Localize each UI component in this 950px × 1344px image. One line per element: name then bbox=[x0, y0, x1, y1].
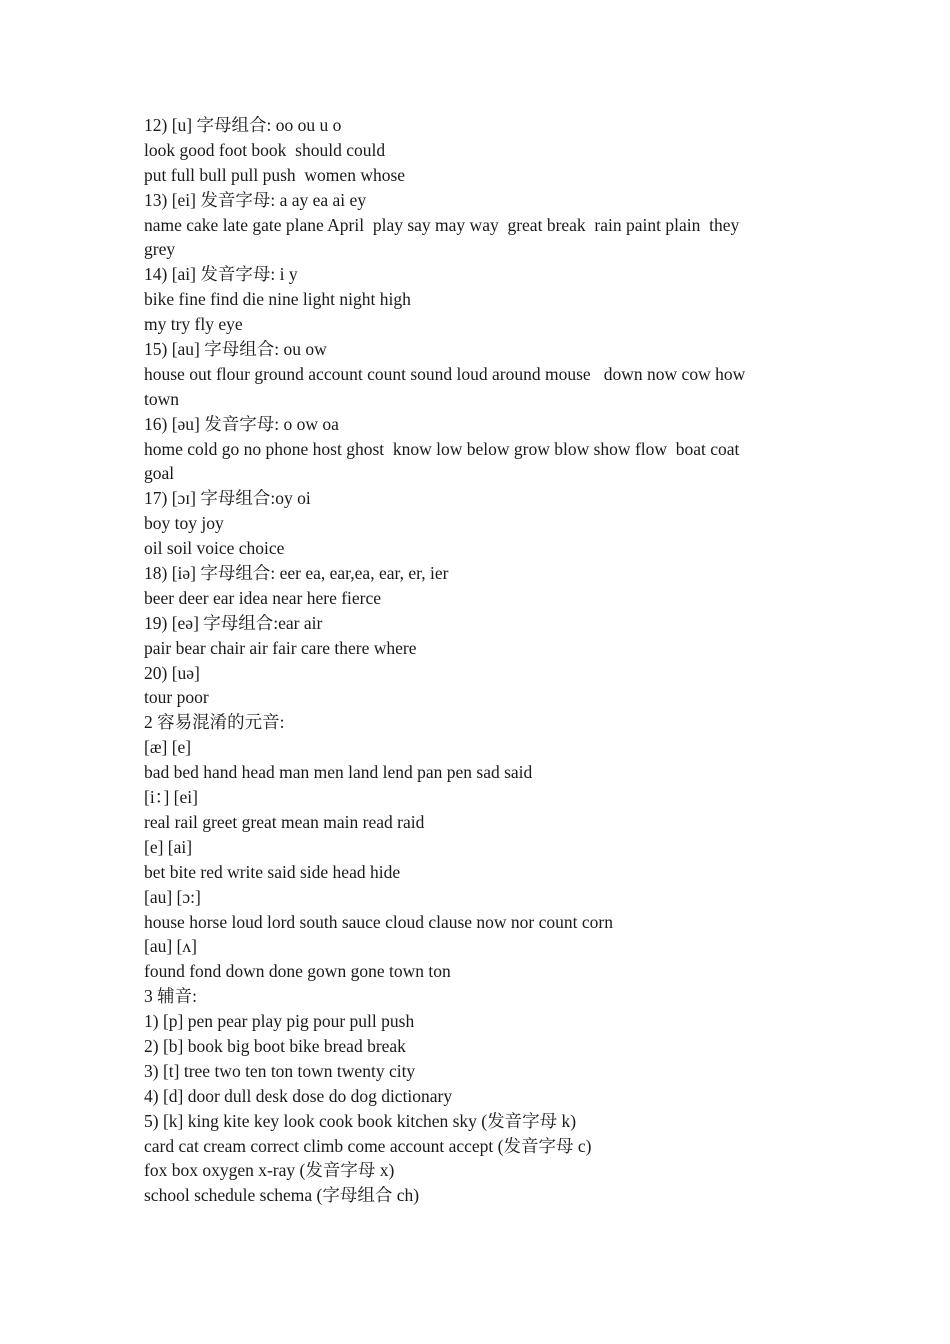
example-words-line: tour poor bbox=[144, 687, 209, 708]
example-words-line: school schedule schema (字母组合 ch) bbox=[144, 1185, 420, 1206]
section-heading-19-ea: 19) [eə] 字母组合:ear air bbox=[144, 612, 323, 633]
example-words-line: pair bear chair air fair care there where bbox=[144, 637, 417, 658]
section-heading-confusable-vowels: 2 容易混淆的元音: bbox=[144, 712, 285, 733]
section-heading-16-ou: 16) [əu] 发音字母: o ow oa bbox=[144, 413, 339, 434]
phoneme-pair: [e] [ai] bbox=[144, 836, 193, 857]
example-words-line: real rail greet great mean main read raid bbox=[144, 811, 425, 832]
example-words-line: house horse loud lord south sauce cloud clause now nor count corn bbox=[144, 911, 613, 932]
example-words-line: beer deer ear idea near here fierce bbox=[144, 587, 382, 608]
consonant-item-d: 4) [d] door dull desk dose do dog dictionary bbox=[144, 1085, 453, 1106]
example-words-line: grey bbox=[144, 239, 176, 260]
example-words-line: fox box oxygen x-ray (发音字母 x) bbox=[144, 1160, 395, 1181]
example-words-line: found fond down done gown gone town ton bbox=[144, 961, 451, 982]
phoneme-pair: [æ] [e] bbox=[144, 737, 192, 758]
example-words-line: bike fine find die nine light night high bbox=[144, 289, 411, 310]
example-words-line: bet bite red write said side head hide bbox=[144, 861, 401, 882]
section-heading-18-ie: 18) [iə] 字母组合: eer ea, ear,ea, ear, er, ier bbox=[144, 563, 449, 584]
consonant-item-p: 1) [p] pen pear play pig pour pull push bbox=[144, 1011, 415, 1032]
section-heading-14-ai: 14) [ai] 发音字母: i y bbox=[144, 264, 298, 285]
phoneme-pair: [au] [ʌ] bbox=[144, 936, 197, 957]
phoneme-pair: [au] [ɔ:] bbox=[144, 886, 201, 907]
phoneme-pair: [i：] [ei] bbox=[144, 787, 198, 808]
example-words-line: name cake late gate plane April play say may way great break rain paint plain they bbox=[144, 214, 740, 235]
section-heading-13-ei: 13) [ei] 发音字母: a ay ea ai ey bbox=[144, 189, 367, 210]
consonant-item-k: 5) [k] king kite key look cook book kitchen sky (发音字母 k) bbox=[144, 1110, 577, 1131]
example-words-line: put full bull pull push women whose bbox=[144, 164, 406, 185]
example-words-line: my try fly eye bbox=[144, 314, 243, 335]
section-heading-15-au: 15) [au] 字母组合: ou ow bbox=[144, 339, 327, 360]
section-heading-consonants: 3 辅音: bbox=[144, 986, 197, 1007]
example-words-line: goal bbox=[144, 463, 175, 484]
example-words-line: home cold go no phone host ghost know low below grow blow show flow boat coat bbox=[144, 438, 740, 459]
example-words-line: bad bed hand head man men land lend pan pen sad said bbox=[144, 762, 533, 783]
example-words-line: card cat cream correct climb come account accept (发音字母 c) bbox=[144, 1135, 592, 1156]
example-words-line: look good foot book should could bbox=[144, 139, 386, 160]
section-heading-12-u: 12) [u] 字母组合: oo ou u o bbox=[144, 115, 342, 135]
example-words-line: house out flour ground account count sound loud around mouse down now cow how bbox=[144, 363, 746, 384]
example-words-line: boy toy joy bbox=[144, 513, 224, 534]
consonant-item-b: 2) [b] book big boot bike bread break bbox=[144, 1035, 406, 1056]
example-words-line: oil soil voice choice bbox=[144, 538, 285, 559]
section-heading-20-ue: 20) [uə] bbox=[144, 662, 200, 683]
consonant-item-t: 3) [t] tree two ten ton town twenty city bbox=[144, 1060, 416, 1081]
section-heading-17-oi: 17) [ɔɪ] 字母组合:oy oi bbox=[144, 488, 311, 509]
document-body bbox=[144, 113, 814, 1208]
example-words-line: town bbox=[144, 388, 179, 409]
